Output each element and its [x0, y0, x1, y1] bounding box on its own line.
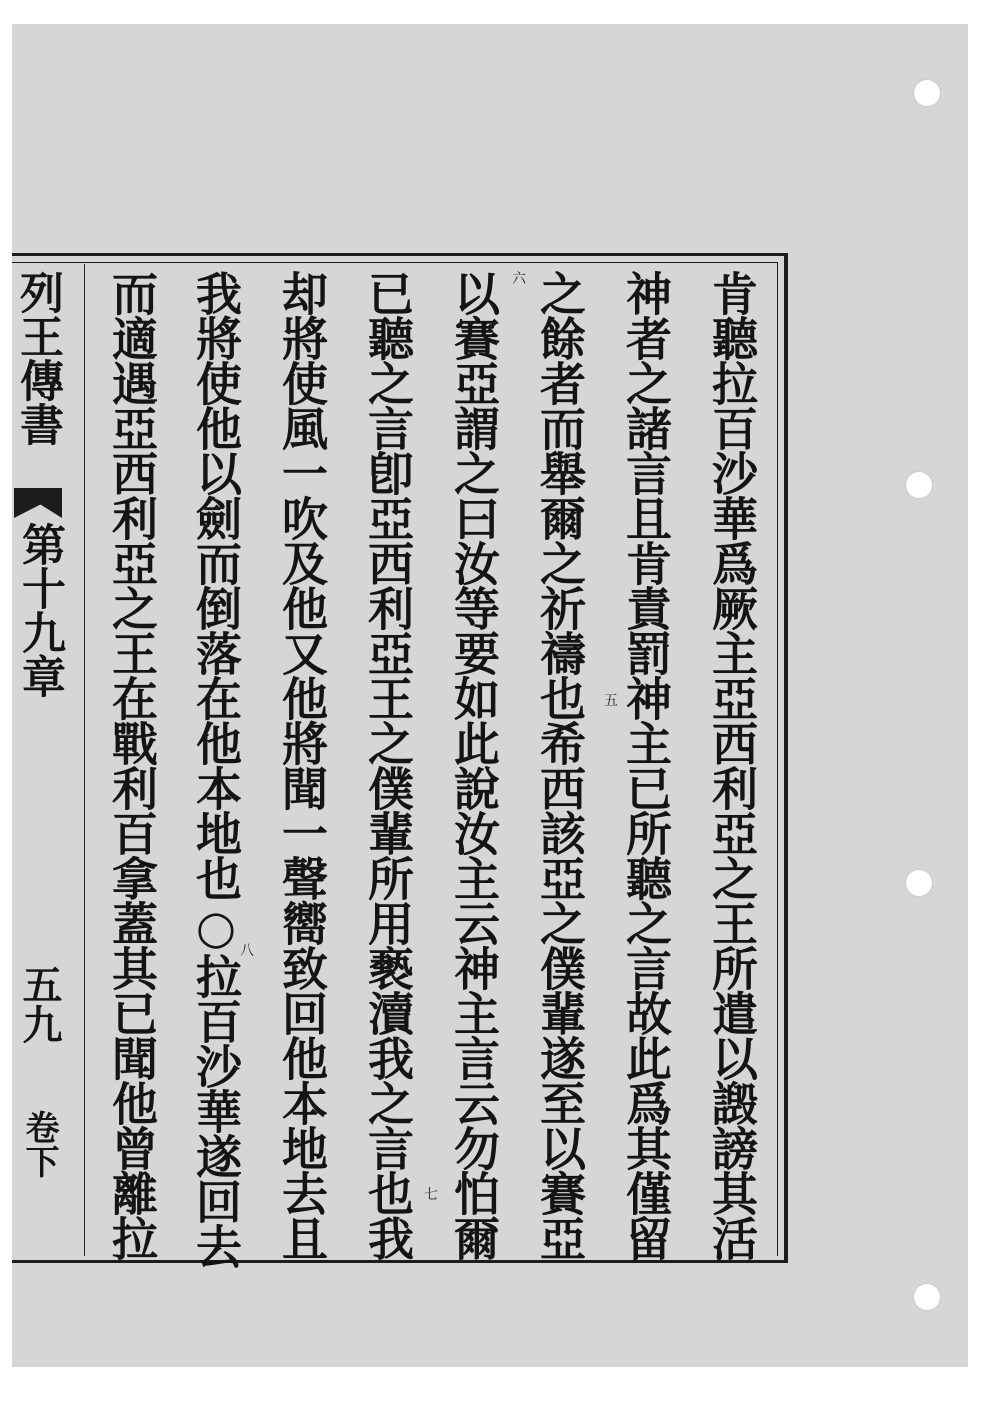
page-number: 五九 — [16, 964, 63, 1044]
text-column-2: 神者之諸言且肯責罰神主已所聽之言故此爲其僅留 — [619, 270, 673, 1260]
column-divider — [84, 264, 85, 1256]
verse-note: 八 — [240, 943, 254, 959]
punch-hole — [914, 80, 940, 106]
punch-hole — [906, 472, 932, 498]
text-column-4: 以賽亞謂之曰汝等要如此說汝主云神主言云勿怕爾 — [447, 270, 501, 1260]
chapter-label: 第十九章 — [14, 522, 65, 698]
text-column-7: 我將使他以劍而倒落在他本地也○拉百沙華遂回去 — [189, 270, 243, 1268]
text-column-1: 肯聽拉百沙華爲厥主亞西利亞之王所遣以譭謗其活 — [705, 270, 759, 1260]
verse-note: 七 — [424, 1187, 438, 1203]
text-column-5: 已聽之言卽亞西利亞王之僕輩所用褻瀆我之言也我 — [361, 270, 415, 1260]
text-column-6: 却將使風一吹及他又他將聞一聲嚮致回他本地去且 — [275, 270, 329, 1260]
punch-hole — [906, 870, 932, 896]
verse-note: 五 — [604, 693, 618, 709]
punch-hole — [914, 1284, 940, 1310]
text-column-8: 而適遇亞西利亞之王在戰利百拿蓋其已聞他曾離拉 — [105, 270, 159, 1260]
text-column-3: 之餘者而舉爾之祈禱也希西該亞之僕輩遂至以賽亞 — [533, 270, 587, 1260]
book-title: 列王傳書 — [12, 270, 63, 446]
verse-note: 六 — [512, 271, 526, 287]
volume-label: 卷下 — [19, 1110, 59, 1178]
